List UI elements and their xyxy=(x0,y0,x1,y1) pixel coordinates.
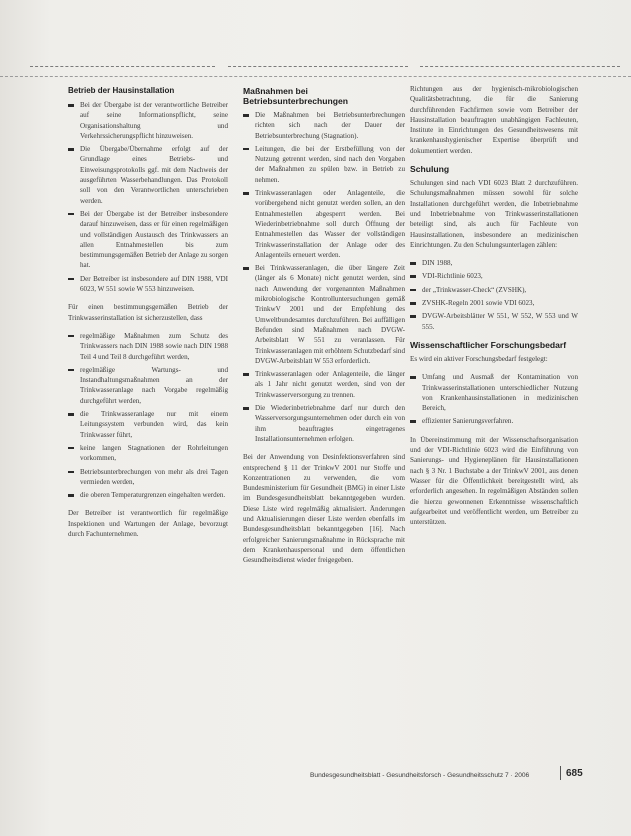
paragraph: In Übereinstimmung mit der Wissenschaftsorganisation und der VDI-Richtlinie 6023 wird die Einführung von Sanierungs- und Hygieneplänen für Hausinstallationen nach § 3 Nr. 1 Buchstabe a der TrinkwV 2001, aus denen Wasser für die Öffentlichkeit bereitgestellt wird, als erforderlich angesehen. In regelmäßigen Abständen sollen die hierzu gewonnenen Erkenntnisse wissenschaftlich aufgearbeitet und veröffentlicht werden, um Betreiber zu unterstützen. xyxy=(410,435,578,527)
footer-divider xyxy=(560,766,561,780)
list-item: Die Wiederinbetriebnahme darf nur durch den Wasserversorgungsunternehmen oder durch ein von ihm beauftragtes eingetragenes Installationsunternehmen erfolgen. xyxy=(243,403,405,444)
column-middle xyxy=(243,84,405,573)
list-item: Betriebsunterbrechungen von mehr als drei Tagen vermieden werden, xyxy=(68,467,228,488)
paragraph: Der Betreiber ist verantwortlich für regelmäßige Inspektionen und Wartungen der Anlage, bevorzugt durch Fachunternehmen. xyxy=(68,509,228,538)
list-item: regelmäßige Maßnahmen zum Schutz des Trinkwassers nach DIN 1988 sowie nach DIN 1988 Teil 4 und Teil 8 durchgeführt werden, xyxy=(68,331,228,362)
list-item: Bei der Übergabe ist der Betreiber insbesondere darauf hinzuweisen, dass er für einen regelmäßigen und vollständigen Austausch des Trinkwassers an allen Entnahmestellen bis zum bestimmungsgemäßen Betrieb der Anlage zu sorgen hat. xyxy=(68,209,228,271)
list-item: effizienter Sanierungsverfahren. xyxy=(410,416,578,426)
top-rule-1 xyxy=(30,66,215,67)
paragraph: Schulungen sind nach VDI 6023 Blatt 2 durchzuführen. Schulungsmaßnahmen müssen sowohl für solche Installationen durchgeführt werden, die Inbetriebnahme und Inbetriebnahme von Trinkwasserinstallationen beteiligt sind, als auch für Fachleute von Hausinstallationen, insbesondere an medizinischen Einrichtungen. Zu den Schulungsunterlagen zählen: xyxy=(410,179,578,249)
list-item: Der Betreiber ist insbesondere auf DIN 1988, VDI 6023, W 551 sowie W 553 hinzuweisen. xyxy=(68,274,228,295)
column-right xyxy=(410,84,578,535)
list-item: Trinkwasseranlagen oder Anlagenteile, die vorübergehend nicht genutzt werden sollen, an den Entnahmestellen abgesperrt werden. Bei Wiederinbetriebnahme soll durch Öffnung der Entnahmestellen das Wasser der vollständigen Trinkwasserinstallation der Anlage oder des Anlagenteils erneuert werden. xyxy=(243,188,405,260)
paragraph: Für einen bestimmungsgemäßen Betrieb der Trinkwasserinstallation ist sicherzustellen, dass xyxy=(68,303,228,322)
list-item: Leitungen, die bei der Erstbefüllung von der Nutzung getrennt werden, sind nach den Vorgaben der Maßnahmen zu spülen bzw. in Betrieb zu nehmen. xyxy=(243,144,405,185)
list-item: Umfang und Ausmaß der Kontamination von Trinkwasserinstallationen unterschiedlicher Nutzung von Krankenhausinstallationen in medizinischen Bereich, xyxy=(410,372,578,413)
list-item: Die Maßnahmen bei Betriebsunterbrechungen richten sich nach der Dauer der Betriebsunterbrechung (Stagnation). xyxy=(243,110,405,141)
list-item: Bei der Übergabe ist der verantwortliche Betreiber auf seine Informationspflicht, seine Organisationshaltung und Verkehrssicherungspflicht hinzuweisen. xyxy=(68,100,228,141)
list-item: Bei Trinkwasseranlagen, die über längere Zeit (länger als 6 Monate) nicht genutzt werden, sind nach Anwendung der vorgenannten Maßnahmen mikrobiologische Kontrolluntersuchungen gemäß TrinkwV 2001 und der Empfehlung des Umweltbundesamtes durchzuführen. Bei auffälligen Befunden sind Maßnahmen nach DVGW-Arbeitsblatt W 551 zu veranlassen. Für Trinkwasseranlagen mit erhöhtem Schutzbedarf sind DVGW-Arbeitsblatt W 553 erforderlich. xyxy=(243,263,405,366)
list-schulung xyxy=(410,258,578,332)
list-item: DIN 1988, xyxy=(410,258,578,268)
heading-massnahmen: Maßnahmen bei Betriebsunterbrechungen xyxy=(243,86,349,106)
list-item: die oberen Temperaturgrenzen eingehalten werden. xyxy=(68,490,228,500)
list-item: VDI-Richtlinie 6023, xyxy=(410,271,578,281)
paragraph: Es wird ein aktiver Forschungsbedarf festgelegt: xyxy=(410,354,548,363)
paragraph: Bei der Anwendung von Desinfektionsverfahren sind entsprechend § 11 der TrinkwV 2001 nur Stoffe und Konzentrationen zu verwenden, die vom Bundesministerium für Gesundheit (BMG) in einer Liste im Bundesgesundheitsblatt bekanntgegeben wurden. Diese Liste wird regelmäßig aktualisiert. Änderungen und Aktualisierungen dieser Liste werden ebenfalls im Bundesgesundheitsblatt bekanntgegeben [16]. Nach erfolgreicher Sanierungsmaßnahme in Rücksprache mit dem Krankenhauspersonal und dem öffentlichen Gesundheitsdienst wieder freigegeben. xyxy=(243,453,405,565)
heading-schulung: Schulung xyxy=(410,164,450,175)
top-rule-2 xyxy=(228,66,408,67)
page-number: 685 xyxy=(566,768,583,779)
list-item: regelmäßige Wartungs- und Instandhaltungsmaßnahmen an der Trinkwasseranlage nach Vorgabe regelmäßig durchgeführt werden, xyxy=(68,365,228,406)
top-rule-4 xyxy=(0,76,631,77)
list-forschung xyxy=(410,372,578,426)
list-uebergabe xyxy=(68,100,228,294)
list-item: DVGW-Arbeitsblätter W 551, W 552, W 553 und W 555. xyxy=(410,311,578,332)
list-item: die Trinkwasseranlage nur mit einem Leitungssystem verbunden wird, das kein Trinkwasser führt, xyxy=(68,409,228,440)
list-item: ZVSHK-Regeln 2001 sowie VDI 6023, xyxy=(410,298,578,308)
footer-journal: Bundesgesundheitsblatt - Gesundheitsforsch - Gesundheitsschutz 7 · 2006 xyxy=(310,772,530,779)
column-left xyxy=(68,84,228,547)
list-item: Die Übergabe/Übernahme erfolgt auf der Grundlage eines Betriebs- und Einweisungsprotokolls ggf. mit dem Nachweis der ausgeführten Wasserbehandlungen. Das Protokoll soll von den Verantwortlichen unterschrieben werden. xyxy=(68,144,228,206)
paragraph: Richtungen aus der hygienisch-mikrobiologischen Qualitätsbetrachtung, die für die Sanierung durchführenden Fachfirmen sowie vom Betreiber der Hausinstallation beauftragten unabhängigen Fachleuten, Institute in Einrichtungen des Gesundheitswesens mit krankenhaushygienischer Expertise überprüft und dokumentiert werden. xyxy=(410,85,578,155)
heading-betrieb: Betrieb der Hausinstallation xyxy=(68,86,175,95)
top-rule-3 xyxy=(420,66,620,67)
list-item: keine langen Stagnationen der Rohrleitungen vorkommen, xyxy=(68,443,228,464)
list-massnahmen xyxy=(243,110,405,444)
heading-forschungsbedarf: Wissenschaftlicher Forschungsbedarf xyxy=(410,339,567,350)
list-item: Trinkwasseranlagen oder Anlagenteile, die länger als 1 Jahr nicht genutzt werden, sind von der Trinkwasserversorgung zu trennen. xyxy=(243,369,405,400)
list-item: der „Trinkwasser-Check“ (ZVSHK), xyxy=(410,285,578,295)
list-betrieb xyxy=(68,331,228,500)
